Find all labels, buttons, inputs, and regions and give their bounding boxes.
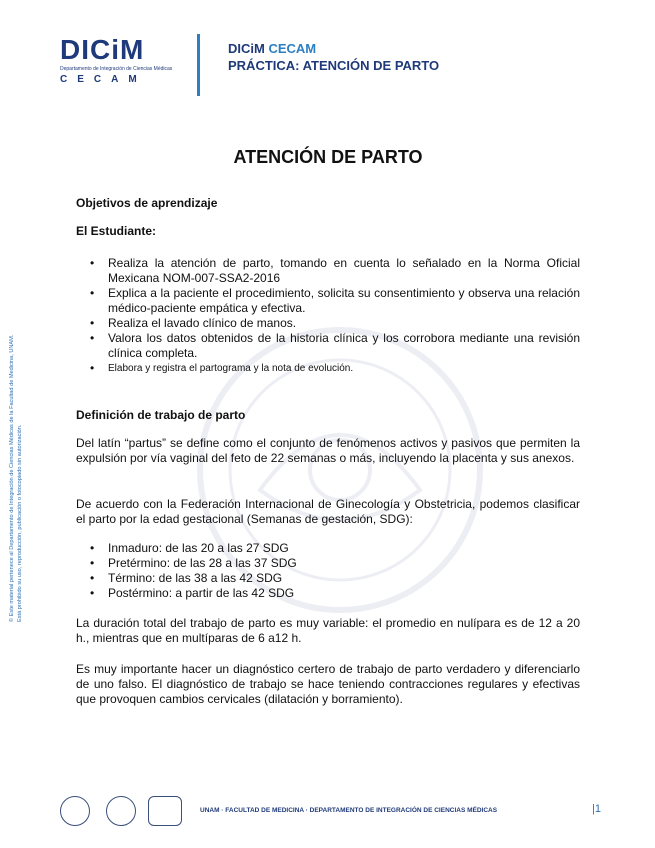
copyright-line-2: Está prohibido su uso, reproducción, publicación o fotocopiado sin autorización. xyxy=(17,424,23,622)
header-title xyxy=(228,40,439,74)
document-title: ATENCIÓN DE PARTO xyxy=(233,147,423,167)
header-line-1 xyxy=(228,40,439,57)
list-item: • Término: de las 38 a las 42 SDG xyxy=(76,571,580,586)
list-item: • Realiza la atención de parto, tomando en cuenta lo señalado en la Norma Oficial Mexicana NOM-007-SSA2-2016 xyxy=(76,256,580,286)
list-item: • Postérmino: a partir de las 42 SDG xyxy=(76,586,580,601)
paragraph: La duración total del trabajo de parto es muy variable: el promedio en nulípara es de 12 a 20 h., mientras que en multíparas de 6 a12 h. xyxy=(76,616,580,645)
logo-cecam: CECAM xyxy=(60,74,147,85)
list-item: • Pretérmino: de las 28 a las 37 SDG xyxy=(76,556,580,571)
page-number: |1 xyxy=(592,803,601,815)
student-heading: El Estudiante: xyxy=(76,224,157,238)
footer-text: UNAM · FACULTAD DE MEDICINA · DEPARTAMENTO DE INTEGRACIÓN DE CIENCIAS MÉDICAS xyxy=(200,807,498,814)
logo-wordmark: DICiM xyxy=(60,34,145,65)
header-dicim: DICiM xyxy=(228,41,265,56)
facultad-medicina-logo xyxy=(106,796,136,826)
list-item: • Realiza el lavado clínico de manos. xyxy=(76,316,580,331)
header-divider xyxy=(197,34,200,96)
copyright-note xyxy=(8,242,24,622)
list-item: • Explica a la paciente el procedimiento, solicita su consentimiento y observa una relación médico-paciente empática y efectiva. xyxy=(76,286,580,316)
list-item: • Valora los datos obtenidos de la historia clínica y los corrobora mediante una revisión clínica completa. xyxy=(76,331,580,361)
copyright-line-1: © Este material pertenece al Departamento de Integración de Ciencias Médicas de la Facultad de Medicina, UNAM. xyxy=(9,334,15,622)
paragraph: Del latín “partus” se define como el conjunto de fenómenos activos y pasivos que permiten la expulsión por vía vaginal del feto de 22 semanas o más, incluyendo la placenta y sus anexos. xyxy=(76,436,580,465)
list-item: • Elabora y registra el partograma y la nota de evolución. xyxy=(76,361,580,376)
list-item: • Inmaduro: de las 20 a las 27 SDG xyxy=(76,541,580,556)
paragraph: Es muy importante hacer un diagnóstico certero de trabajo de parto verdadero y diferenciarlo de uno falso. El diagnóstico de trabajo se hace teniendo contracciones regulares y efectivas que provoquen cambios cervicales (dilatación y borramiento). xyxy=(76,662,580,706)
definition-heading: Definición de trabajo de parto xyxy=(76,408,246,422)
header-cecam: CECAM xyxy=(268,41,317,56)
paragraph: De acuerdo con la Federación Internacional de Ginecología y Obstetricia, podemos clasificar el parto por la edad gestacional (Semanas de gestación, SDG): xyxy=(76,497,580,526)
header-line-2: PRÁCTICA: ATENCIÓN DE PARTO xyxy=(228,58,440,73)
classification-list xyxy=(76,541,580,601)
unam-logo xyxy=(60,796,90,826)
unam-alt-logo xyxy=(148,796,182,826)
objectives-heading: Objetivos de aprendizaje xyxy=(76,196,218,210)
dicim-logo xyxy=(60,36,172,94)
objectives-list xyxy=(76,256,580,376)
logo-subtitle: Departamento de Integración de Ciencias Médicas xyxy=(60,66,173,72)
